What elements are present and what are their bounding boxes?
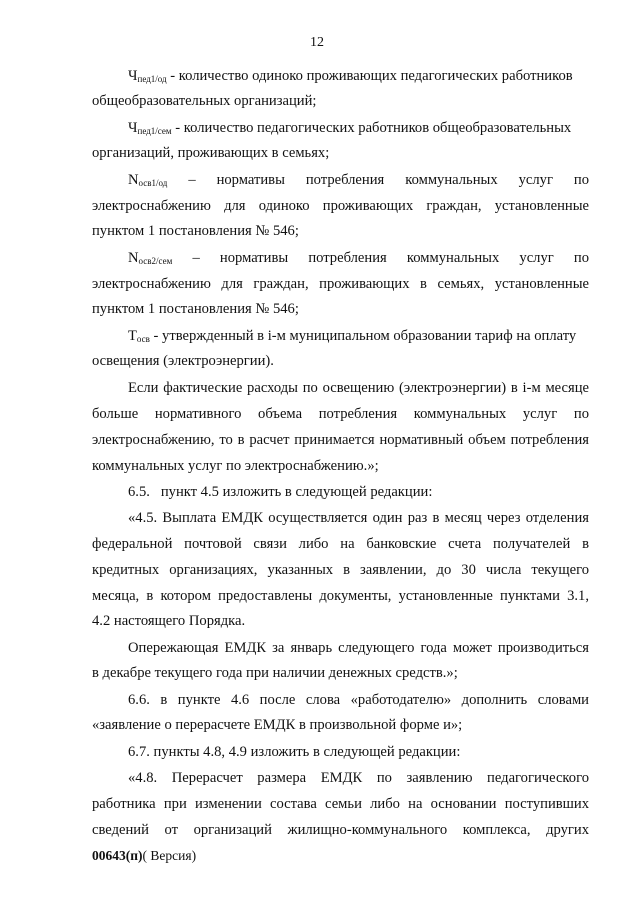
text-line: пунктом 1 постановления № 546; — [92, 301, 299, 317]
item-6-5: 6.5. пункт 4.5 изложить в следующей редакции: — [128, 484, 433, 500]
symbol-subscript: осв2/сем — [138, 256, 173, 266]
paragraph-line: сведений от организаций жилищно-коммунального комплекса, других — [92, 822, 589, 838]
symbol: Ч — [128, 120, 138, 136]
definition-ch-ped-od — [128, 64, 589, 88]
page-number: 12 — [310, 35, 324, 50]
symbol-subscript: осв1/од — [138, 178, 168, 188]
text-line: электроснабжению для граждан, проживающих в семьях, установленные — [92, 276, 589, 292]
text-line: освещения (электроэнергии). — [92, 353, 274, 369]
version-label: ( Версия) — [142, 848, 197, 863]
symbol-subscript: осв — [136, 334, 150, 344]
paragraph-line: кредитных организациях, указанных в заявлении, до 30 числа текущего — [92, 562, 589, 578]
definition-n-osv-sem — [128, 246, 589, 270]
definition-text: - утвержденный в i-м муниципальном образовании тариф на оплату — [149, 328, 577, 344]
paragraph-line: «заявление о перерасчете ЕМДК в произвольной форме и»; — [92, 717, 463, 733]
symbol: N — [128, 250, 139, 266]
paragraph-line: 4.2 настоящего Порядка. — [92, 613, 246, 629]
definition-text: - количество одиноко проживающих педагогических работников — [166, 68, 573, 84]
text-line: организаций, проживающих в семьях; — [92, 145, 330, 161]
item-6-6: 6.6. в пункте 4.6 после слова «работодателю» дополнить словами — [128, 692, 589, 708]
definition-text: – нормативы потребления коммунальных услуг по — [172, 250, 589, 266]
paragraph-line: «4.8. Перерасчет размера ЕМДК по заявлению педагогического — [128, 770, 589, 786]
symbol-subscript: пед1/сем — [137, 126, 172, 136]
paragraph-line: «4.5. Выплата ЕМДК осуществляется один раз в месяц через отделения — [128, 510, 589, 526]
definition-text: – нормативы потребления коммунальных услуг по — [167, 172, 589, 188]
paragraph-line: больше нормативного объема потребления коммунальных услуг по — [92, 406, 589, 422]
footer — [92, 848, 196, 864]
definition-n-osv-od — [128, 168, 589, 192]
paragraph-line: месяца, в котором предоставлены документы, установленные пунктами 3.1, — [92, 588, 589, 604]
paragraph-line: работника при изменении состава семьи либо на основании поступивших — [92, 796, 589, 812]
text-line: электроснабжению для одиноко проживающих граждан, установленные — [92, 198, 589, 214]
paragraph-line: электроснабжению, то в расчет принимается нормативный объем потребления — [92, 432, 589, 448]
symbol: Ч — [128, 68, 138, 84]
paragraph-line: коммунальных услуг по электроснабжению.»; — [92, 458, 379, 474]
symbol: N — [128, 172, 139, 188]
paragraph-line: в декабре текущего года при наличии денежных средств.»; — [92, 665, 458, 681]
definition-t-osv — [128, 324, 589, 348]
definition-ch-ped-sem — [128, 116, 589, 140]
paragraph-line: Если фактические расходы по освещению (электроэнергии) в i-м месяце — [128, 380, 589, 396]
definition-text: - количество педагогических работников общеобразовательных — [171, 120, 572, 136]
symbol: Т — [128, 328, 137, 344]
text-line: общеобразовательных организаций; — [92, 93, 317, 109]
text-line: пунктом 1 постановления № 546; — [92, 223, 299, 239]
item-6-7: 6.7. пункты 4.8, 4.9 изложить в следующей редакции: — [128, 744, 461, 760]
symbol-subscript: пед1/од — [137, 74, 167, 84]
paragraph-line: Опережающая ЕМДК за январь следующего года может производиться — [128, 640, 589, 656]
document-code: 00643(п) — [92, 848, 143, 863]
paragraph-line: федеральной почтовой связи либо на банковские счета получателей в — [92, 536, 589, 552]
